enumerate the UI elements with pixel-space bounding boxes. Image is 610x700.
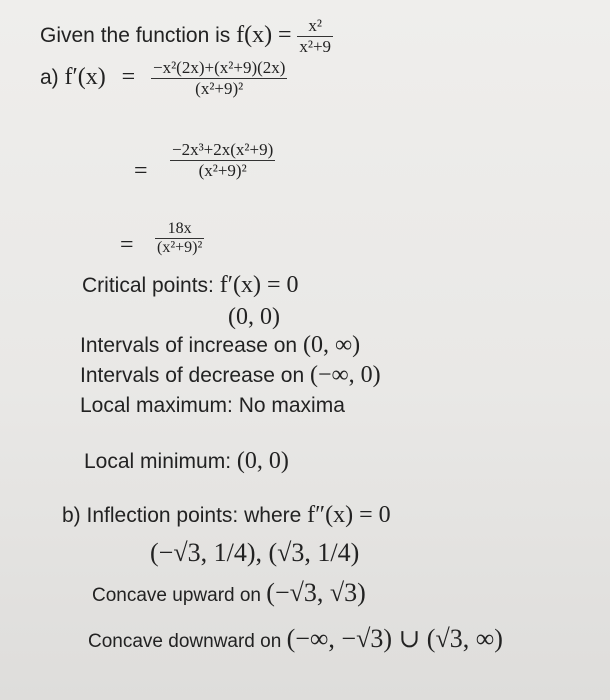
decrease-line	[80, 362, 381, 389]
function-denominator: x²+9	[299, 37, 332, 56]
step3-equals: =	[120, 232, 134, 258]
part-a-step2	[170, 140, 275, 181]
inflection-points: (−√3, 1/4), (√3, 1/4)	[150, 538, 360, 567]
part-b-line	[62, 502, 391, 529]
concave-down-label: Concave downward on	[88, 631, 282, 652]
local-min-line	[84, 448, 289, 475]
step2-equals: =	[134, 158, 148, 184]
part-b-label: b) Inflection points: where	[62, 504, 302, 527]
decrease-label: Intervals of decrease on	[80, 364, 305, 387]
local-min-label: Local minimum:	[84, 450, 232, 473]
equals-sign: =	[277, 22, 292, 49]
part-a-label: a)	[40, 66, 59, 90]
local-max-line: Local maximum: No maxima	[80, 394, 345, 417]
concave-down-value: (−∞, −√3) ∪ (√3, ∞)	[286, 624, 503, 653]
concave-up-value: (−√3, √3)	[266, 578, 366, 607]
critical-point: (0, 0)	[228, 304, 280, 330]
step1-numerator: −x²(2x)+(x²+9)(2x)	[153, 58, 286, 77]
increase-label: Intervals of increase on	[80, 334, 298, 357]
fdouble-equation: f″(x) = 0	[307, 502, 391, 528]
function-fraction	[297, 16, 333, 57]
given-label: Given the function is	[40, 24, 231, 48]
part-a-step1	[40, 58, 287, 99]
fprime-symbol: f′(x)	[64, 64, 106, 91]
decrease-value: (−∞, 0)	[309, 362, 381, 388]
fx-symbol: f(x)	[236, 22, 273, 49]
increase-line	[80, 332, 360, 359]
critical-equation: f′(x) = 0	[219, 272, 299, 298]
step1-fraction	[151, 58, 287, 99]
step3-denominator: (x²+9)²	[157, 239, 203, 256]
concave-down-line	[88, 624, 503, 654]
concave-up-line	[92, 578, 366, 608]
increase-value: (0, ∞)	[302, 332, 361, 358]
step3-fraction	[155, 220, 204, 257]
given-line	[40, 16, 333, 57]
step2-fraction	[170, 140, 275, 181]
step1-equals: =	[121, 64, 136, 91]
step1-denominator: (x²+9)²	[195, 79, 244, 98]
concave-up-label: Concave upward on	[92, 585, 261, 606]
step2-denominator: (x²+9)²	[198, 161, 247, 180]
function-numerator: x²	[297, 16, 333, 37]
step3-numerator: 18x	[155, 220, 204, 239]
step2-numerator: −2x³+2x(x²+9)	[172, 140, 274, 159]
critical-label: Critical points:	[82, 274, 214, 297]
critical-line	[82, 272, 299, 299]
local-min-value: (0, 0)	[236, 448, 289, 474]
part-a-step3	[155, 220, 204, 257]
